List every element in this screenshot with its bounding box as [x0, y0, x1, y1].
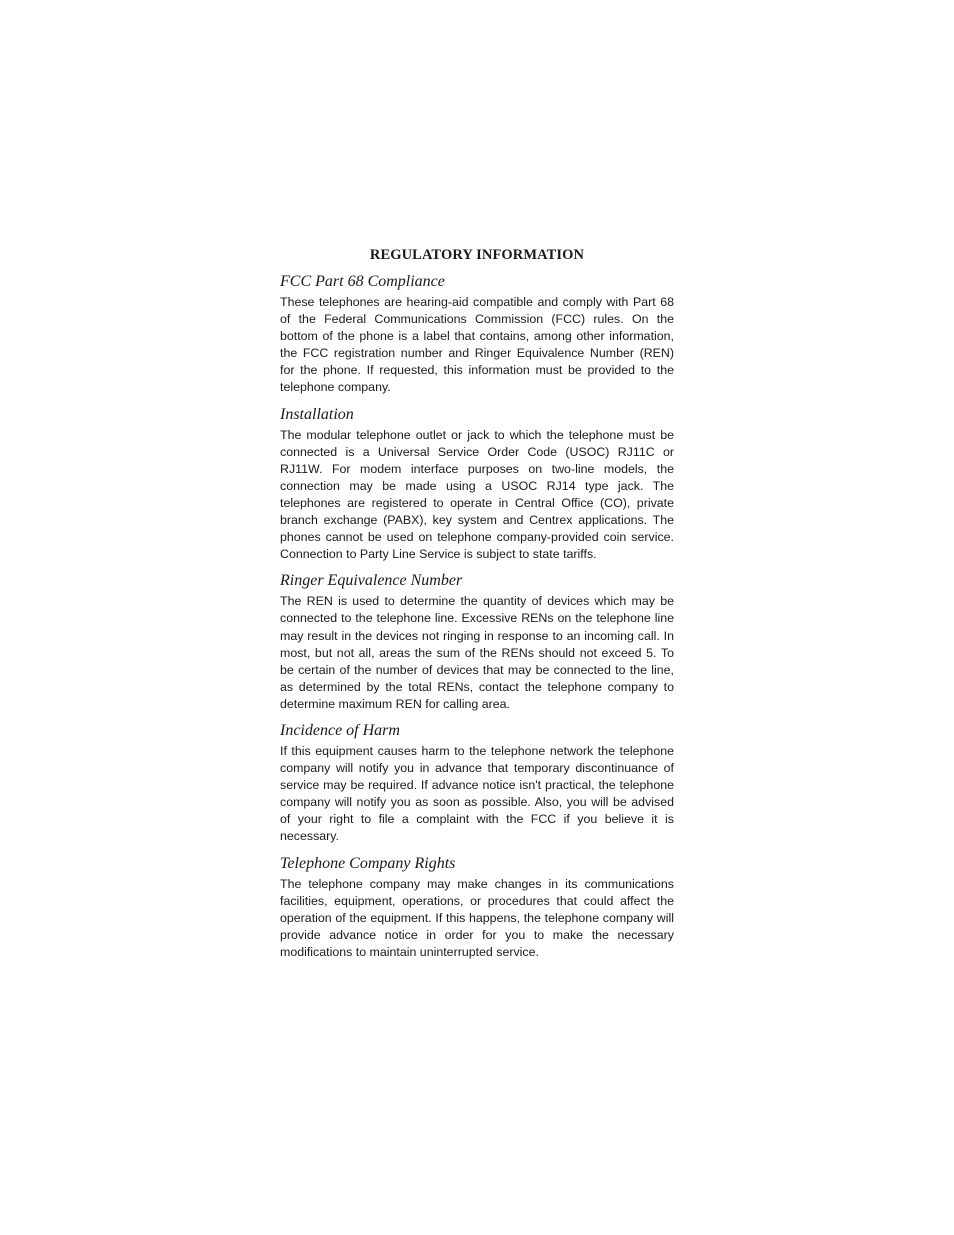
section-heading: FCC Part 68 Compliance — [280, 273, 445, 290]
section-body: The REN is used to determine the quantity of devices which may be connected to the telephone line. Excessive RENs on the telephone line may result in the devices not ringing in response to an incoming call. In most, but not all, areas the sum of the RENs should not exceed 5. To be certain of the number of devices that may be connected to the line, as determined by the total RENs, contact the telephone company to determine maximum REN for calling area. — [280, 594, 674, 711]
section-ringer-equivalence — [280, 571, 674, 713]
section-installation — [280, 405, 674, 564]
page-title: REGULATORY INFORMATION — [369, 247, 585, 263]
section-body: These telephones are hearing-aid compatible and comply with Part 68 of the Federal Communications Commission (FCC) rules. On the bottom of the phone is a label that contains, among other information, the FCC registration number and Ringer Equivalence Number (REN) for the phone. If requested, this information must be provided to the telephone company. — [280, 295, 674, 395]
section-body: If this equipment causes harm to the telephone network the telephone company will notify you in advance that temporary discontinuance of service may be required. If advance notice isn't practical, the telephone company will notify you as soon as possible. Also, you will be advised of your right to file a complaint with the FCC if you believe it is necessary. — [280, 743, 674, 844]
section-heading: Installation — [280, 405, 354, 423]
section-telephone-company-rights — [280, 854, 674, 961]
section-incidence-of-harm — [280, 721, 674, 846]
section-fcc-part-68 — [280, 272, 674, 397]
section-heading: Ringer Equivalence Number — [280, 572, 463, 590]
section-heading: Telephone Company Rights — [280, 854, 456, 872]
section-body: The telephone company may make changes in its communications facilities, equipment, operations, or procedures that could affect the operation of the equipment. If this happens, the telephone company will provide advance notice in order for you to make the necessary modifications to maintain uninterrupted service. — [280, 876, 674, 959]
section-body: The modular telephone outlet or jack to which the telephone must be connected is a Universal Service Order Code (USOC) RJ11C or RJ11W. For modem interface purposes on two-line models, the connection may be made using a USOC RJ14 type jack. The telephones are registered to operate in Central Office (CO), private branch exchange (PABX), key system and Centrex applications. The phones cannot be used on telephone company-provided coin service. Connection to Party Line Service is subject to state tariffs. — [280, 427, 674, 562]
document-page — [280, 247, 674, 969]
section-heading: Incidence of Harm — [280, 721, 400, 739]
